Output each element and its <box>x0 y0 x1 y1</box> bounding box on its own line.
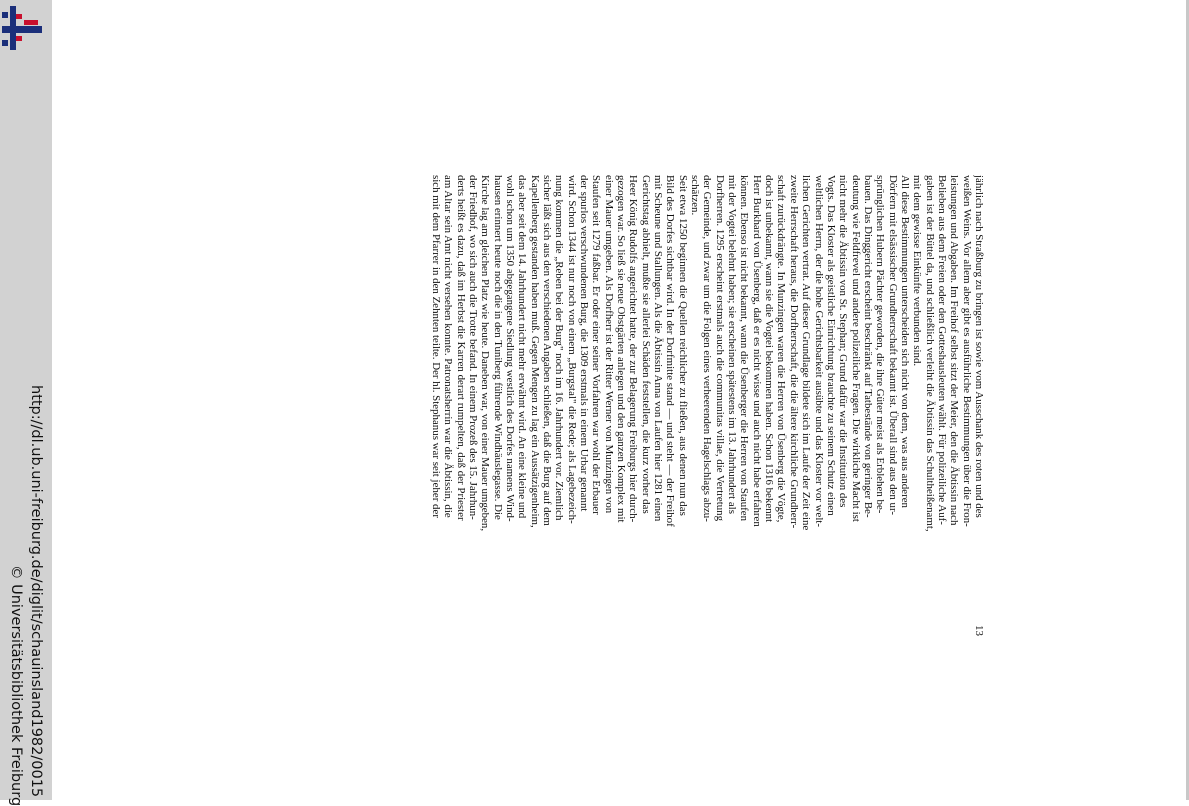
text-line: jährlich nach Straßburg zu bringen ist sowie vom Ausschank des roten und des <box>973 175 985 518</box>
text-line: All diese Bestimmungen unterscheiden sich nicht von dem, was aus anderen <box>898 175 911 508</box>
text-line: der spurlos verschwundenen Burg, die 1309 erstmals in einem Urbar genannt <box>578 175 590 512</box>
text-line: deutung wie Feldfrevel und andere polizeiliche Fragen. Die wirkliche Macht ist <box>849 175 862 522</box>
text-line: gaben ist der Büttel da, und schließlich verleiht die Äbtissin das Schultheißenamt, <box>923 175 936 532</box>
text-line: mit der Vogtei belehnt haben; sie erscheinen spätestens im 13. Jahrhundert als <box>726 175 739 514</box>
text-line: Kapellenberg gestanden haben muß. Gegen Mengen zu lag ein Aussätzigenheim, <box>528 175 541 528</box>
text-line: Staufen seit 1279 faßbar. Er oder einer seiner Vorfahren war wohl der Erbauer <box>590 175 603 515</box>
scanned-page-text <box>245 175 985 645</box>
text-line: Belieben aus dem Freien oder den Gotteshausleuten wählt. Für polizeiliche Auf- <box>935 175 948 525</box>
text-line: einer Mauer umgeben. Als Dorfherr ist der Ritter Werner von Munzingen von <box>602 175 615 514</box>
text-line: nicht mehr die Äbtissin von St. Stephan; Grund dafür war die Institution des <box>837 175 850 508</box>
text-line: Herr Burkhard von Üsenberg, daß er es nicht wisse und auch nicht habe erfahren <box>750 175 763 527</box>
text-line: nung kommen die „Reben bei der Burg" noch im 16. Jahrhundert vor. Ziemlich <box>553 175 566 521</box>
text-line: mit Scheune und Stallungen. Als die Äbtissin Anna von Laufen hier 1281 einen <box>652 175 665 522</box>
text-line: Gerichtstag abhielt, mußte sie allerlei Schäden feststellen, die kurz vorher das <box>639 175 652 514</box>
text-line: das aber seit dem 14. Jahrhundert nicht mehr erwähnt wird. An eine kleine und <box>516 175 529 519</box>
text-line: weißen Weins. Vor allem aber gibt es ausführliche Bestimmungen über die Fron- <box>960 175 973 527</box>
document-url[interactable]: http://dl.ub.uni-freiburg.de/diglit/schauinsland1982/0015 <box>28 385 44 798</box>
text-line: Dorfherren. 1295 erscheint erstmals auch die communitas villae, die Vertretung <box>713 175 726 522</box>
text-line: wohl schon um 1350 abgegangene Siedlung westlich des Dorfes namens Wind- <box>503 175 516 522</box>
text-line: Kirche lag am gleichen Platz wie heute. Daneben war, von einer Mauer umgeben, <box>479 175 492 532</box>
text-line: Heer König Rudolfs angerichtet hatte, der zur Belagerung Freiburgs hier durch- <box>627 175 640 523</box>
text-line: Bild des Dorfes sichtbar wird. In der Dorfmitte stand — und steht — der Freihof <box>664 175 677 527</box>
text-line: am Altar sein Amt nicht versehen konnte. Patronatsherrin war die Äbtissin, die <box>442 175 455 518</box>
text-line: der Friedhof, wo sich auch die Trotte befand. In einem Prozeß des 15. Jahrhun- <box>466 175 479 520</box>
text-line: hausen erinnert heute noch die in den Tuniberg führende Windhäuslegasse. Die <box>491 175 504 520</box>
text-line: lichen Gerichten vertrat. Auf dieser Grundlage bildete sich im Laufe der Zeit eine <box>800 175 813 531</box>
text-line: Vogts. Das Kloster als geistliche Einrichtung brauchte zu seinem Schutz einen <box>824 175 837 516</box>
text-line: können. Ebenso ist nicht bekannt, wann die Üsenberger die Herren von Staufen <box>738 175 751 522</box>
text-line: derts heißt es dazu, daß im Herbst die Karren derart rumpelten, daß der Priester <box>454 175 467 521</box>
text-line: weltlichen Herrn, der die hohe Gerichtsbarkeit ausübte und das Kloster vor welt- <box>812 175 825 528</box>
text-line: sich mit dem Pfarrer in den Zehnten teilte. Der hl. Stephanus war seit jeher der <box>429 175 442 518</box>
text-line: bauen. Das Dinggericht erscheint beschränkt auf Tatbestände von geringer Be- <box>861 175 874 518</box>
text-line: Dörfern mit elsässischer Grundherrschaft bekannt ist. Überall sind aus den ur- <box>886 175 899 516</box>
text-line: schätzen. <box>689 175 702 216</box>
text-line: gezogen war. So ließ sie neue Obstgärten anlegen und den ganzen Komplex mit <box>615 175 628 523</box>
text-line: der Gemeinde, und zwar um die Folgen eines verheerenden Hagelschlags abzu- <box>701 175 714 522</box>
page-body <box>430 175 985 645</box>
text-line: doch ist unbekannt, wann sie die Vogtei bekommen haben. Schon 1316 bekennt <box>763 175 776 523</box>
page-number: 13 <box>973 625 985 636</box>
text-line: sprünglichen Hubern Pächter geworden, die ihre Güter meist als Erblehen be- <box>874 175 887 514</box>
text-line: sicher läßt sich aus den verschiedenen Angaben schließen, daß die Burg auf dem <box>540 175 553 526</box>
copyright-notice: © Universitätsbibliothek Freiburg <box>8 565 24 806</box>
text-line: zweite Herrschaft heraus, die Dorfherrschaft, die die ältere kirchliche Grundherr- <box>787 175 800 529</box>
viewer-sidebar <box>0 0 52 806</box>
text-line: Seit etwa 1250 beginnen die Quellen reichlicher zu fließen, aus denen nun das <box>676 175 689 516</box>
text-line: mit dem gewisse Einkünfte verbunden sind. <box>911 175 924 367</box>
text-line: schaft zurückdrängte. In Munzingen waren die Herren von Üsenberg die Vögte, <box>775 175 788 523</box>
text-line: leistungen und Abgaben. Im Freihof selbst sitzt der Meier, den die Äbtissin nach <box>948 175 961 526</box>
text-line: wird. Schon 1344 ist nur noch von einem „Burgstal" die Rede; als Lagebezeich- <box>565 175 578 524</box>
